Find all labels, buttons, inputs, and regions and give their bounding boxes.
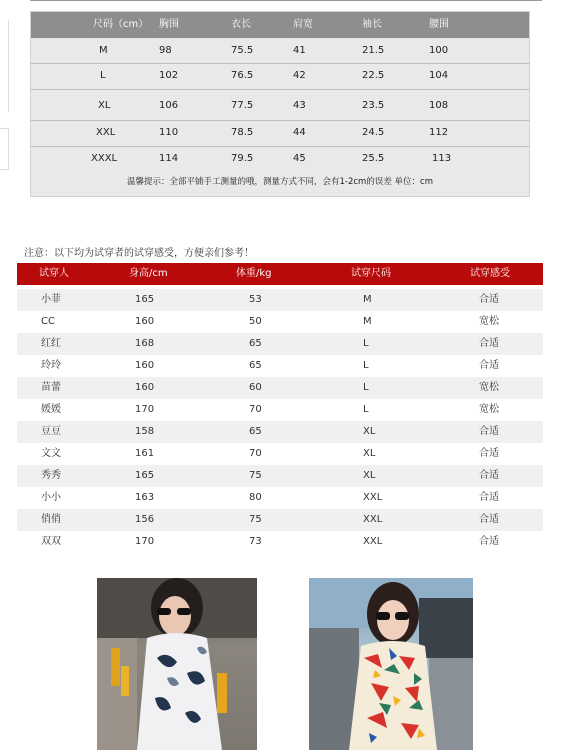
size-cell: 98 <box>159 45 172 56</box>
size-cell: 112 <box>429 127 449 138</box>
tryon-row <box>17 399 543 421</box>
tryon-cell-name: CC <box>41 316 55 327</box>
size-cell: 114 <box>159 153 179 164</box>
tryon-row <box>17 487 543 509</box>
tryon-row <box>17 333 543 355</box>
tryon-cell-weight: 75 <box>249 514 262 525</box>
tryon-header-height: 身高/cm <box>129 268 168 279</box>
tryon-cell-weight: 65 <box>249 426 262 437</box>
tryon-cell-feel: 合适 <box>479 448 499 459</box>
size-chart-note: 温馨提示：全部平铺手工测量的哦，测量方式不同，会有1-2cm的误差 单位：cm <box>127 177 433 187</box>
size-cell: 77.5 <box>231 100 254 111</box>
tryon-cell-weight: 70 <box>249 448 262 459</box>
tryon-cell-height: 163 <box>135 492 155 503</box>
tryon-row <box>17 509 543 531</box>
tryon-cell-size: M <box>363 316 372 327</box>
size-cell: 75.5 <box>231 45 254 56</box>
tryon-header-size: 试穿尺码 <box>351 268 391 279</box>
size-header-shoulder: 肩宽 <box>293 19 313 30</box>
tryon-row <box>17 377 543 399</box>
tryon-cell-weight: 80 <box>249 492 262 503</box>
size-cell: 110 <box>159 127 179 138</box>
size-cell: 43 <box>293 100 306 111</box>
tryon-cell-feel: 合适 <box>479 470 499 481</box>
tryon-cell-height: 156 <box>135 514 155 525</box>
tryon-cell-size: L <box>363 360 369 371</box>
tryon-header-weight: 体重/kg <box>236 268 272 279</box>
left-edge-panel <box>0 20 9 112</box>
tryon-row <box>17 531 543 553</box>
tryon-cell-weight: 50 <box>249 316 262 327</box>
size-cell: 25.5 <box>362 153 385 164</box>
size-cell: 76.5 <box>231 70 254 81</box>
size-header-sleeve: 袖长 <box>362 19 382 30</box>
tryon-cell-weight: 60 <box>249 382 262 393</box>
tryon-cell-name: 苗蕾 <box>41 382 61 393</box>
tryon-cell-height: 165 <box>135 294 155 305</box>
size-cell: L <box>100 70 106 81</box>
tryon-notice: 注意：以下均为试穿者的试穿感受，方便亲们参考！ <box>24 248 254 259</box>
tryon-cell-feel: 合适 <box>479 426 499 437</box>
tryon-cell-size: L <box>363 338 369 349</box>
tryon-row <box>17 355 543 377</box>
left-edge-panel <box>0 128 9 170</box>
tryon-cell-weight: 73 <box>249 536 262 547</box>
tryon-cell-name: 秀秀 <box>41 470 61 481</box>
tryon-cell-name: 小小 <box>41 492 61 503</box>
tryon-row <box>17 465 543 487</box>
size-cell: 79.5 <box>231 153 254 164</box>
tryon-cell-weight: 53 <box>249 294 262 305</box>
tryon-cell-height: 158 <box>135 426 155 437</box>
size-header-size: 尺码（cm） <box>93 19 149 30</box>
size-chart-table <box>30 11 530 197</box>
tryon-row <box>17 421 543 443</box>
tryon-cell-size: L <box>363 404 369 415</box>
tryon-cell-feel: 合适 <box>479 536 499 547</box>
tryon-cell-size: XL <box>363 448 376 459</box>
tryon-cell-size: XXL <box>363 536 383 547</box>
tryon-cell-feel: 宽松 <box>479 382 499 393</box>
size-row <box>31 120 529 147</box>
tryon-cell-name: 红红 <box>41 338 61 349</box>
tryon-cell-feel: 合适 <box>479 338 499 349</box>
tryon-cell-weight: 65 <box>249 360 262 371</box>
tryon-cell-weight: 70 <box>249 404 262 415</box>
size-header-waist: 腰围 <box>429 19 449 30</box>
tryon-cell-size: XL <box>363 426 376 437</box>
tryon-cell-height: 165 <box>135 470 155 481</box>
tryon-cell-size: XXL <box>363 514 383 525</box>
size-cell: 42 <box>293 70 306 81</box>
size-cell: 41 <box>293 45 306 56</box>
tryon-cell-name: 媛媛 <box>41 404 61 415</box>
size-chart-header-row <box>31 12 529 38</box>
tryon-cell-feel: 合适 <box>479 492 499 503</box>
top-divider <box>30 0 542 1</box>
size-cell: 78.5 <box>231 127 254 138</box>
size-row <box>31 63 529 90</box>
size-cell: 24.5 <box>362 127 385 138</box>
size-cell: 44 <box>293 127 306 138</box>
size-cell: 22.5 <box>362 70 385 81</box>
tryon-cell-feel: 宽松 <box>479 404 499 415</box>
size-cell: M <box>99 45 108 56</box>
tryon-row <box>17 311 543 333</box>
size-header-length: 衣长 <box>231 19 251 30</box>
tryon-cell-name: 俏俏 <box>41 514 61 525</box>
size-cell: 104 <box>429 70 449 81</box>
tryon-cell-name: 文文 <box>41 448 61 459</box>
size-header-chest: 胸围 <box>159 19 179 30</box>
tryon-cell-size: M <box>363 294 372 305</box>
size-cell: XXL <box>96 127 116 138</box>
tryon-cell-name: 豆豆 <box>41 426 61 437</box>
size-cell: 23.5 <box>362 100 385 111</box>
tryon-cell-height: 170 <box>135 536 155 547</box>
tryon-cell-feel: 合适 <box>479 514 499 525</box>
size-cell: XL <box>98 100 111 111</box>
model-photo-left <box>97 578 257 750</box>
tryon-cell-size: XL <box>363 470 376 481</box>
size-cell: 113 <box>432 153 452 164</box>
tryon-header-row <box>17 263 543 285</box>
size-cell: 108 <box>429 100 449 111</box>
tryon-cell-feel: 合适 <box>479 360 499 371</box>
size-cell: 21.5 <box>362 45 385 56</box>
tryon-row <box>17 289 543 311</box>
tryon-cell-height: 170 <box>135 404 155 415</box>
tryon-cell-weight: 65 <box>249 338 262 349</box>
tryon-cell-height: 160 <box>135 360 155 371</box>
tryon-cell-feel: 宽松 <box>479 316 499 327</box>
tryon-cell-height: 160 <box>135 316 155 327</box>
tryon-cell-name: 双双 <box>41 536 61 547</box>
tryon-cell-height: 161 <box>135 448 155 459</box>
tryon-cell-name: 玲玲 <box>41 360 61 371</box>
size-cell: 45 <box>293 153 306 164</box>
tryon-cell-feel: 合适 <box>479 294 499 305</box>
tryon-cell-weight: 75 <box>249 470 262 481</box>
tryon-row <box>17 443 543 465</box>
size-cell: 100 <box>429 45 449 56</box>
size-cell: 106 <box>159 100 179 111</box>
size-row <box>31 38 529 64</box>
tryon-cell-height: 160 <box>135 382 155 393</box>
tryon-cell-size: XXL <box>363 492 383 503</box>
size-row <box>31 91 529 121</box>
size-cell: 102 <box>159 70 179 81</box>
tryon-header-name: 试穿人 <box>39 268 69 279</box>
size-row <box>31 146 529 172</box>
tryon-cell-name: 小菲 <box>41 294 61 305</box>
tryon-header-feel: 试穿感受 <box>470 268 510 279</box>
model-photo-right <box>309 578 473 750</box>
size-cell: XXXL <box>91 153 118 164</box>
tryon-cell-height: 168 <box>135 338 155 349</box>
tryon-cell-size: L <box>363 382 369 393</box>
